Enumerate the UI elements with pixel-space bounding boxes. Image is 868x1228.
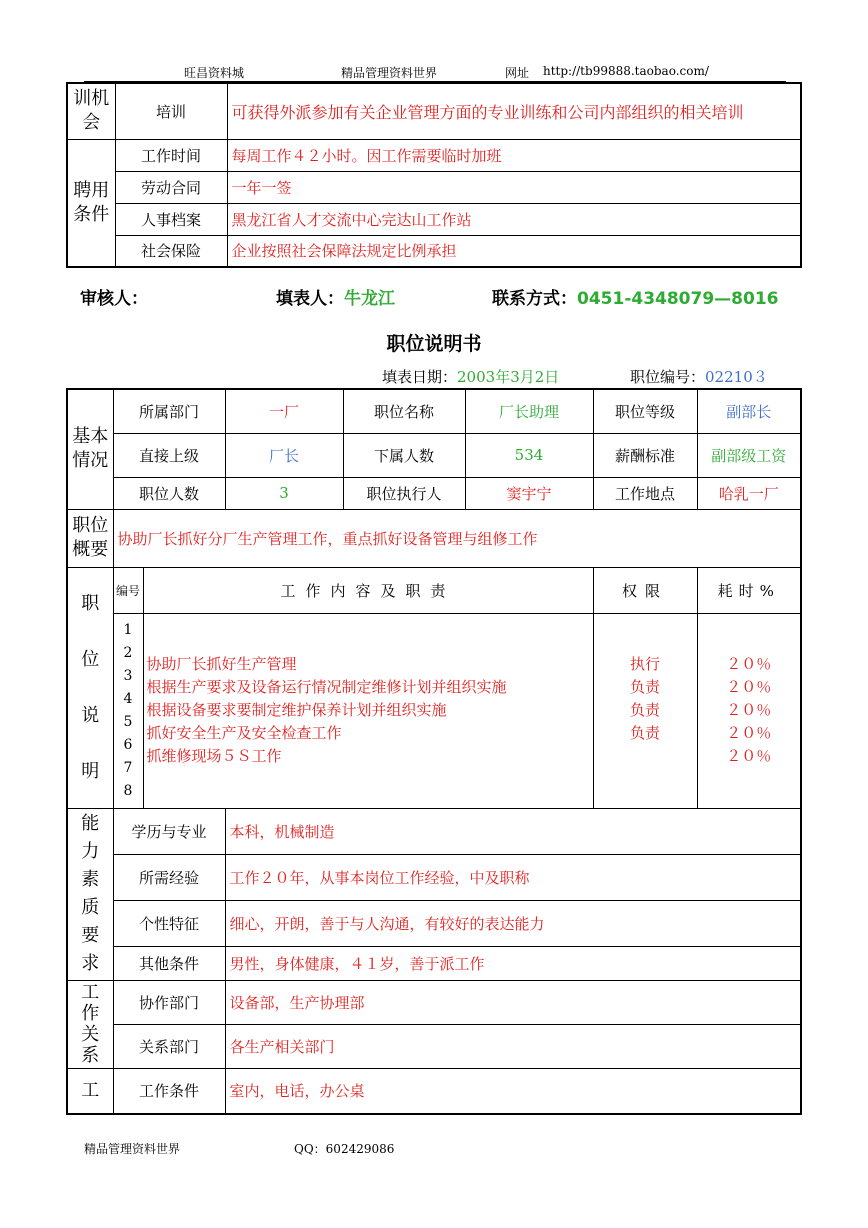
contract-value: 一年一签 [227, 171, 801, 203]
dept-value: 一厂 [225, 389, 343, 433]
position-code [630, 366, 768, 387]
experience-value: 工作２０年，从事本岗位工作经验，中及职称 [225, 854, 801, 900]
header-middle: 精品管理资料世界 [341, 66, 438, 80]
cooperation-dept-label: 协作部门 [113, 980, 225, 1024]
duty-authority: 负责 [629, 678, 660, 697]
subordinates-label: 下属人数 [343, 433, 465, 477]
contact-block [492, 284, 779, 309]
duty-authority [594, 745, 697, 768]
duty-number: 6 [123, 736, 133, 753]
personnel-file-value: 黑龙江省人才交流中心完达山工作站 [227, 203, 801, 235]
fill-date-label: 填表日期： [382, 368, 458, 386]
count-label: 职位人数 [113, 477, 225, 509]
basic-section-label: 基本情况 [67, 389, 113, 509]
duty-content-header: 工作内容及职责 [143, 567, 593, 613]
count-value: 3 [225, 477, 343, 509]
duty-num-header: 编号 [113, 567, 143, 613]
header-url-label: 网址 [505, 66, 530, 80]
duty-number: 4 [123, 690, 133, 707]
personnel-file-label: 人事档案 [115, 203, 227, 235]
header-url[interactable]: http://tb99888.taobao.com/ [543, 64, 709, 78]
duty-number: 7 [123, 759, 133, 776]
work-hours-value: 每周工作４２小时。因工作需要临时加班 [227, 139, 801, 171]
social-insurance-label: 社会保险 [115, 235, 227, 267]
duty-time: ２０％ [726, 678, 772, 697]
duty-authority: 负责 [629, 701, 660, 720]
education-label: 学历与专业 [113, 808, 225, 854]
contact-label: 联系方式： [492, 289, 577, 309]
filler-name: 牛龙江 [344, 289, 395, 309]
other-conditions-value: 男性，身体健康，４１岁，善于派工作 [225, 946, 801, 980]
relations-section-text: 工作关系 [81, 982, 100, 1066]
work-conditions-label: 工作条件 [113, 1068, 225, 1114]
duty-number: 2 [123, 644, 133, 661]
personality-value: 细心，开朗，善于与人沟通，有较好的表达能力 [225, 900, 801, 946]
document-title: 职位说明书 [386, 333, 482, 355]
duty-content: 根据设备要求要制定维护保养计划并组织实施 [146, 701, 447, 720]
hiring-section-label: 聘用条件 [67, 139, 115, 267]
conditions-section-label: 工 [67, 1068, 113, 1114]
personality-label: 个性特征 [113, 900, 225, 946]
hiring-table [66, 82, 802, 268]
education-value: 本科，机械制造 [225, 808, 801, 854]
duty-numbers [113, 613, 143, 808]
duty-times [697, 613, 801, 808]
duty-number: 8 [123, 782, 133, 799]
filler-label: 填表人： [276, 289, 344, 309]
fill-date-value: 2003年3月2日 [457, 368, 560, 386]
location-value: 哈乳一厂 [697, 477, 801, 509]
reviewer-label: 审核人： [80, 289, 148, 309]
position-level-value: 副部长 [697, 389, 801, 433]
relations-section-label [67, 980, 113, 1068]
duty-content: 协助厂长抓好生产管理 [146, 655, 297, 674]
duty-content: 抓维修现场５Ｓ工作 [146, 747, 282, 766]
experience-label: 所需经验 [113, 854, 225, 900]
position-name-label: 职位名称 [343, 389, 465, 433]
duty-number: 5 [123, 713, 133, 730]
superior-label: 直接上级 [113, 433, 225, 477]
duty-authority-header: 权限 [593, 567, 697, 613]
duty-number: 1 [123, 621, 133, 638]
duty-time: ２０％ [726, 747, 772, 766]
duty-content: 抓好安全生产及安全检查工作 [146, 724, 342, 743]
header-left: 旺昌资料城 [184, 66, 245, 80]
position-name-value: 厂长助理 [465, 389, 593, 433]
work-conditions-value: 室内，电话，办公桌 [225, 1068, 801, 1114]
duty-time: ２０％ [726, 701, 772, 720]
location-label: 工作地点 [593, 477, 697, 509]
summary-value: 协助厂长抓好分厂生产管理工作，重点抓好设备管理与组修工作 [113, 509, 801, 567]
fill-date [382, 366, 559, 387]
position-level-label: 职位等级 [593, 389, 697, 433]
dept-label: 所属部门 [113, 389, 225, 433]
executor-label: 职位执行人 [343, 477, 465, 509]
duty-number: 3 [123, 667, 133, 684]
work-hours-label: 工作时间 [115, 139, 227, 171]
duty-authority: 负责 [629, 724, 660, 743]
executor-value: 窦宇宁 [465, 477, 593, 509]
subordinates-value: 534 [465, 433, 593, 477]
related-dept-label: 关系部门 [113, 1024, 225, 1068]
contract-label: 劳动合同 [115, 171, 227, 203]
duty-content: 根据生产要求及设备运行情况制定维修计划并组织实施 [146, 678, 507, 697]
position-table [66, 388, 802, 1115]
ability-section-label [67, 808, 113, 980]
duty-contents [143, 613, 593, 808]
duty-authorities [593, 613, 697, 808]
salary-value: 副部级工资 [697, 433, 801, 477]
training-section-label: 训机会 [67, 83, 115, 139]
contact-value: 0451-4348079—8016 [577, 289, 779, 309]
training-value: 可获得外派参加有关企业管理方面的专业训练和公司内部组织的相关培训 [227, 83, 801, 139]
training-label: 培训 [115, 83, 227, 139]
social-insurance-value: 企业按照社会保障法规定比例承担 [227, 235, 801, 267]
salary-label: 薪酬标准 [593, 433, 697, 477]
cooperation-dept-value: 设备部，生产协理部 [225, 980, 801, 1024]
position-code-value: 02210３ [705, 368, 768, 386]
related-dept-value: 各生产相关部门 [225, 1024, 801, 1068]
footer-left: 精品管理资料世界 [84, 1142, 181, 1156]
ability-section-text: 能力素质要求 [81, 813, 100, 974]
other-conditions-label: 其他条件 [113, 946, 225, 980]
duty-time: ２０％ [726, 655, 772, 674]
duties-section-text: 职位说明 [81, 592, 100, 782]
duty-authority: 执行 [629, 655, 660, 674]
summary-section-label: 职位概要 [67, 509, 113, 567]
footer-qq: QQ：602429086 [294, 1142, 395, 1156]
duty-time-header: 耗时% [697, 567, 801, 613]
duty-time: ２０％ [726, 724, 772, 743]
position-code-label: 职位编号： [630, 368, 706, 386]
duties-section-label [67, 567, 113, 808]
filler-block [276, 284, 395, 309]
superior-value: 厂长 [225, 433, 343, 477]
